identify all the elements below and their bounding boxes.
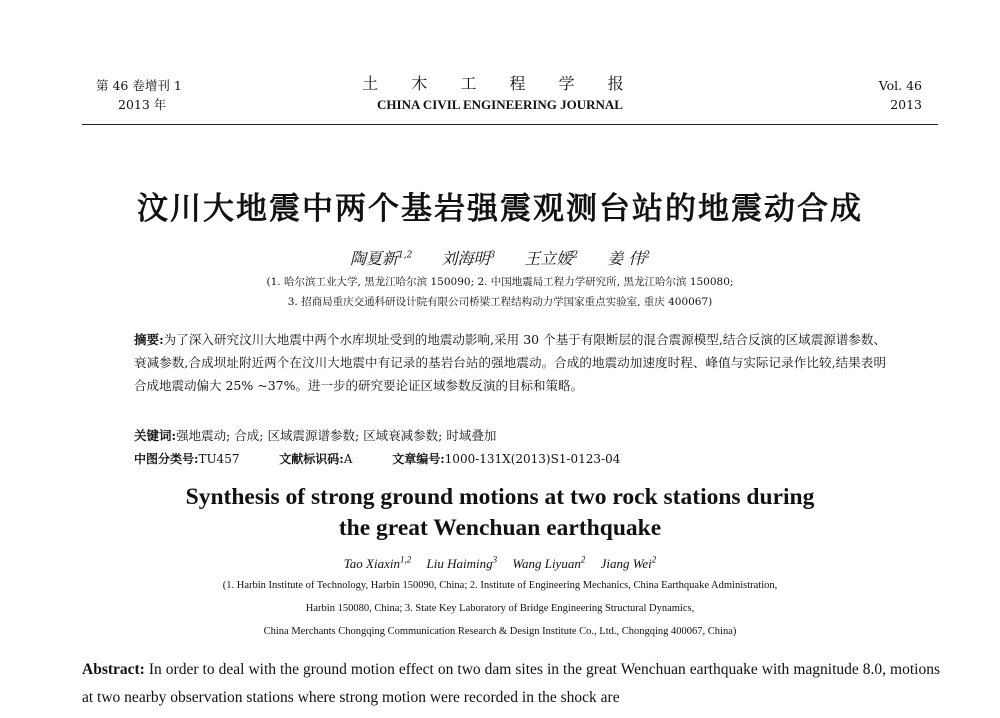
doc-code: 文献标识码:A	[279, 452, 353, 466]
abstract-cn-label: 摘要:	[134, 332, 164, 347]
journal-name-en: CHINA CIVIL ENGINEERING JOURNAL	[377, 97, 623, 112]
article-number: 文章编号:1000-131X(2013)S1-0123-04	[392, 452, 621, 466]
abstract-cn	[134, 328, 886, 397]
author-en: Liu Haiming$^3$	[426, 555, 498, 572]
volume-en: Vol. 46	[878, 78, 922, 93]
title-en-line2: the great Wenchuan earthquake	[338, 515, 662, 541]
affiliation-en-line3: China Merchants Chongqing Communication Research & Design Institute Co., Ltd., Chongqing 400067, China)	[263, 626, 737, 637]
author-en: Tao Xiaxin$^{1,2}$	[343, 555, 412, 572]
clc-code: 中图分类号:TU457	[134, 452, 240, 466]
header-rule	[82, 124, 938, 125]
affiliation-cn-line2: 3. 招商局重庆交通科研设计院有限公司桥梁工程结构动力学国家重点实验室, 重庆 400067)	[287, 296, 713, 308]
abstract-en-label: Abstract:	[82, 661, 145, 678]
author-cn: 姜 伟$^2$	[607, 249, 650, 268]
author-en: Wang Liyuan$^2$	[512, 555, 586, 572]
keywords-cn-label: 关键词:	[134, 428, 177, 443]
author-en: Jiang Wei$^2$	[600, 555, 657, 572]
title-en	[0, 482, 1000, 544]
volume-cn: 第 46 卷增刊 1	[96, 78, 182, 93]
author-cn: 刘海明$^3$	[441, 249, 496, 268]
author-cn: 王立媛$^2$	[524, 249, 579, 268]
author-cn: 陶夏新$^{1,2}$	[350, 249, 413, 268]
abstract-en	[82, 656, 940, 712]
keywords-cn	[134, 426, 496, 444]
year-en: 2013	[890, 97, 922, 112]
affiliation-en-line2: Harbin 150080, China; 3. State Key Laboratory of Bridge Engineering Structural Dynamics,	[305, 603, 695, 614]
affiliation-cn-line1: (1. 哈尔滨工业大学, 黑龙江哈尔滨 150090; 2. 中国地震局工程力学研究所, 黑龙江哈尔滨 150080;	[266, 276, 734, 288]
journal-header	[0, 74, 1000, 114]
authors-cn	[0, 246, 1000, 269]
year-cn: 2013 年	[118, 97, 167, 112]
title-cn: 汶川大地震中两个基岩强震观测台站的地震动合成	[137, 191, 863, 227]
title-en-line1: Synthesis of strong ground motions at two rock stations during	[185, 484, 815, 510]
abstract-en-text: In order to deal with the ground motion effect on two dam sites in the great Wenchuan earthquake with magnitude 8.0, motions at two nearby observation stations where strong motion were recorded in the shock are	[82, 661, 941, 706]
classification-line	[134, 450, 656, 467]
abstract-cn-text: 为了深入研究汶川大地震中两个水库坝址受到的地震动影响,采用 30 个基于有限断层的混合震源模型,结合反演的区域震源谱参数、衰减参数,合成坝址附近两个在汶川大地震中有记录的基岩台站的强地震动。合成的地震动加速度时程、峰值与实际记录作比较,结果表明合成地震动偏大 25% ~37%。进一步的研究要论证区域参数反演的目标和策略。	[134, 332, 886, 393]
affiliation-en-line1: (1. Harbin Institute of Technology, Harbin 150090, China; 2. Institute of Engineering Mechanics, China Earthquake Administration,	[222, 580, 778, 591]
authors-en	[0, 555, 1000, 572]
keywords-cn-text: 强地震动; 合成; 区域震源谱参数; 区域衰减参数; 时域叠加	[176, 428, 497, 443]
header-volume-en	[879, 76, 922, 114]
journal-name-cn: 土 木 工 程 学 报	[362, 74, 638, 93]
